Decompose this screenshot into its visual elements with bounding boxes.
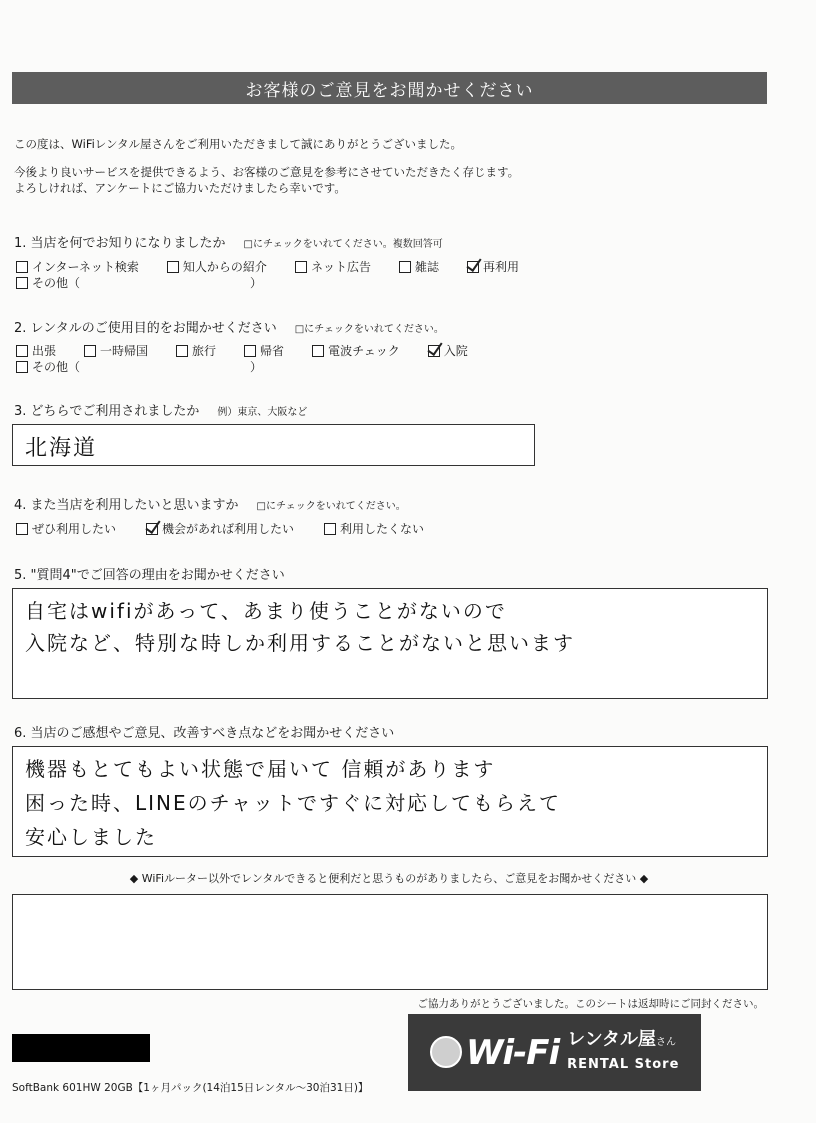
- option-no[interactable]: 利用したくない: [324, 520, 424, 537]
- option-temporary-return[interactable]: 一時帰国: [84, 342, 148, 359]
- question-4-label: 4. また当店を利用したいと思いますか: [14, 498, 239, 513]
- logo-jp-text: レンタル屋: [567, 1029, 656, 1050]
- question-6-answer-line-1: 機器もとてもよい状態で届いて 信頼があります: [25, 757, 496, 781]
- product-info: SoftBank 601HW 20GB【1ヶ月パック(14泊15日レンタル～30泊31日)】: [12, 1082, 369, 1094]
- question-4-options: [16, 520, 448, 537]
- question-2-label: 2. レンタルのご使用目的をお聞かせください: [14, 321, 277, 336]
- checkbox-icon[interactable]: [16, 345, 28, 357]
- question-4-note: □にチェックをいれてください。: [256, 501, 406, 512]
- intro-line-1: この度は、WiFiレンタル屋さんをご利用いただきまして誠にありがとうございました。: [14, 137, 463, 151]
- redacted-block: [12, 1034, 150, 1062]
- checkbox-icon[interactable]: [16, 361, 28, 373]
- intro-line-3: よろしければ、アンケートにご協力いただけましたら幸いです。: [14, 181, 346, 195]
- question-1-options: [16, 258, 543, 275]
- option-internet-search[interactable]: インターネット検索: [16, 258, 139, 275]
- option-if-chance[interactable]: 機会があれば利用したい: [146, 520, 294, 537]
- checkbox-icon[interactable]: [312, 345, 324, 357]
- question-6-answer-box[interactable]: [12, 746, 768, 857]
- option-hospitalization[interactable]: 入院: [428, 342, 468, 359]
- checkbox-icon[interactable]: [16, 261, 28, 273]
- question-1: [14, 232, 443, 251]
- question-1-label: 1. 当店を何でお知りになりましたか: [14, 236, 226, 251]
- question-2-other[interactable]: その他（ ）: [16, 358, 262, 375]
- question-3-label: 3. どちらでご利用されましたか: [14, 404, 200, 419]
- mascot-icon: [430, 1036, 462, 1068]
- question-7-answer-box[interactable]: [12, 894, 768, 990]
- checkbox-icon[interactable]: [84, 345, 96, 357]
- question-6-label: 6. 当店のご感想やご意見、改善すべき点などをお聞かせください: [14, 726, 395, 741]
- question-2-note: □にチェックをいれてください。: [294, 324, 444, 335]
- question-5-label: 5. "質問4"でご回答の理由をお聞かせください: [14, 568, 285, 583]
- question-5-answer-line-2: 入院など、特別な時しか利用することがないと思います: [25, 631, 575, 655]
- checkbox-checked-icon[interactable]: [428, 345, 440, 357]
- question-3-answer-box[interactable]: [12, 424, 535, 466]
- question-3-answer: 北海道: [25, 436, 98, 461]
- question-5-answer-line-1: 自宅はwifiがあって、あまり使うことがないので: [25, 599, 507, 623]
- logo-wifi-text: Wi-Fi: [466, 1032, 560, 1073]
- question-4: [14, 494, 406, 513]
- question-1-other[interactable]: その他（ ）: [16, 274, 262, 291]
- checkbox-icon[interactable]: [324, 523, 336, 535]
- logo-san-text: さん: [656, 1037, 676, 1048]
- checkbox-icon[interactable]: [399, 261, 411, 273]
- checkbox-icon[interactable]: [167, 261, 179, 273]
- checkbox-icon[interactable]: [244, 345, 256, 357]
- checkbox-icon[interactable]: [176, 345, 188, 357]
- checkbox-checked-icon[interactable]: [467, 261, 479, 273]
- checkbox-icon[interactable]: [295, 261, 307, 273]
- option-signal-check[interactable]: 電波チェック: [312, 342, 400, 359]
- question-2-options: [16, 342, 492, 359]
- option-homecoming[interactable]: 帰省: [244, 342, 284, 359]
- question-3-note: 例）東京、大阪など: [217, 407, 308, 418]
- question-7-label: ◆ WiFiルーター以外でレンタルできると便利だと思うものがありましたら、ご意見をお聞かせください ◆: [129, 872, 649, 885]
- question-3: [14, 400, 307, 419]
- question-6-answer-line-3: 安心しました: [25, 825, 157, 849]
- option-magazine[interactable]: 雑誌: [399, 258, 439, 275]
- checkbox-icon[interactable]: [16, 523, 28, 535]
- question-6-answer-line-2: 困った時、LINEのチャットですぐに対応してもらえて: [25, 791, 562, 815]
- option-travel[interactable]: 旅行: [176, 342, 216, 359]
- checkbox-checked-icon[interactable]: [146, 523, 158, 535]
- logo-en-text: RENTAL Store: [567, 1057, 680, 1072]
- checkbox-icon[interactable]: [16, 277, 28, 289]
- option-business-trip[interactable]: 出張: [16, 342, 56, 359]
- page-title: お客様のご意見をお聞かせください: [12, 72, 767, 104]
- question-5-answer-box[interactable]: [12, 588, 768, 699]
- option-definitely[interactable]: ぜひ利用したい: [16, 520, 116, 537]
- option-reuse[interactable]: 再利用: [467, 258, 519, 275]
- option-net-ad[interactable]: ネット広告: [295, 258, 371, 275]
- intro-line-2: 今後より良いサービスを提供できるよう、お客様のご意見を参考にさせていただきたく存じます。: [14, 165, 520, 179]
- thanks-note: ご協力ありがとうございました。このシートは返却時にご同封ください。: [417, 998, 764, 1010]
- question-2: [14, 317, 444, 336]
- option-referral[interactable]: 知人からの紹介: [167, 258, 267, 275]
- question-1-note: □にチェックをいれてください。複数回答可: [243, 239, 443, 250]
